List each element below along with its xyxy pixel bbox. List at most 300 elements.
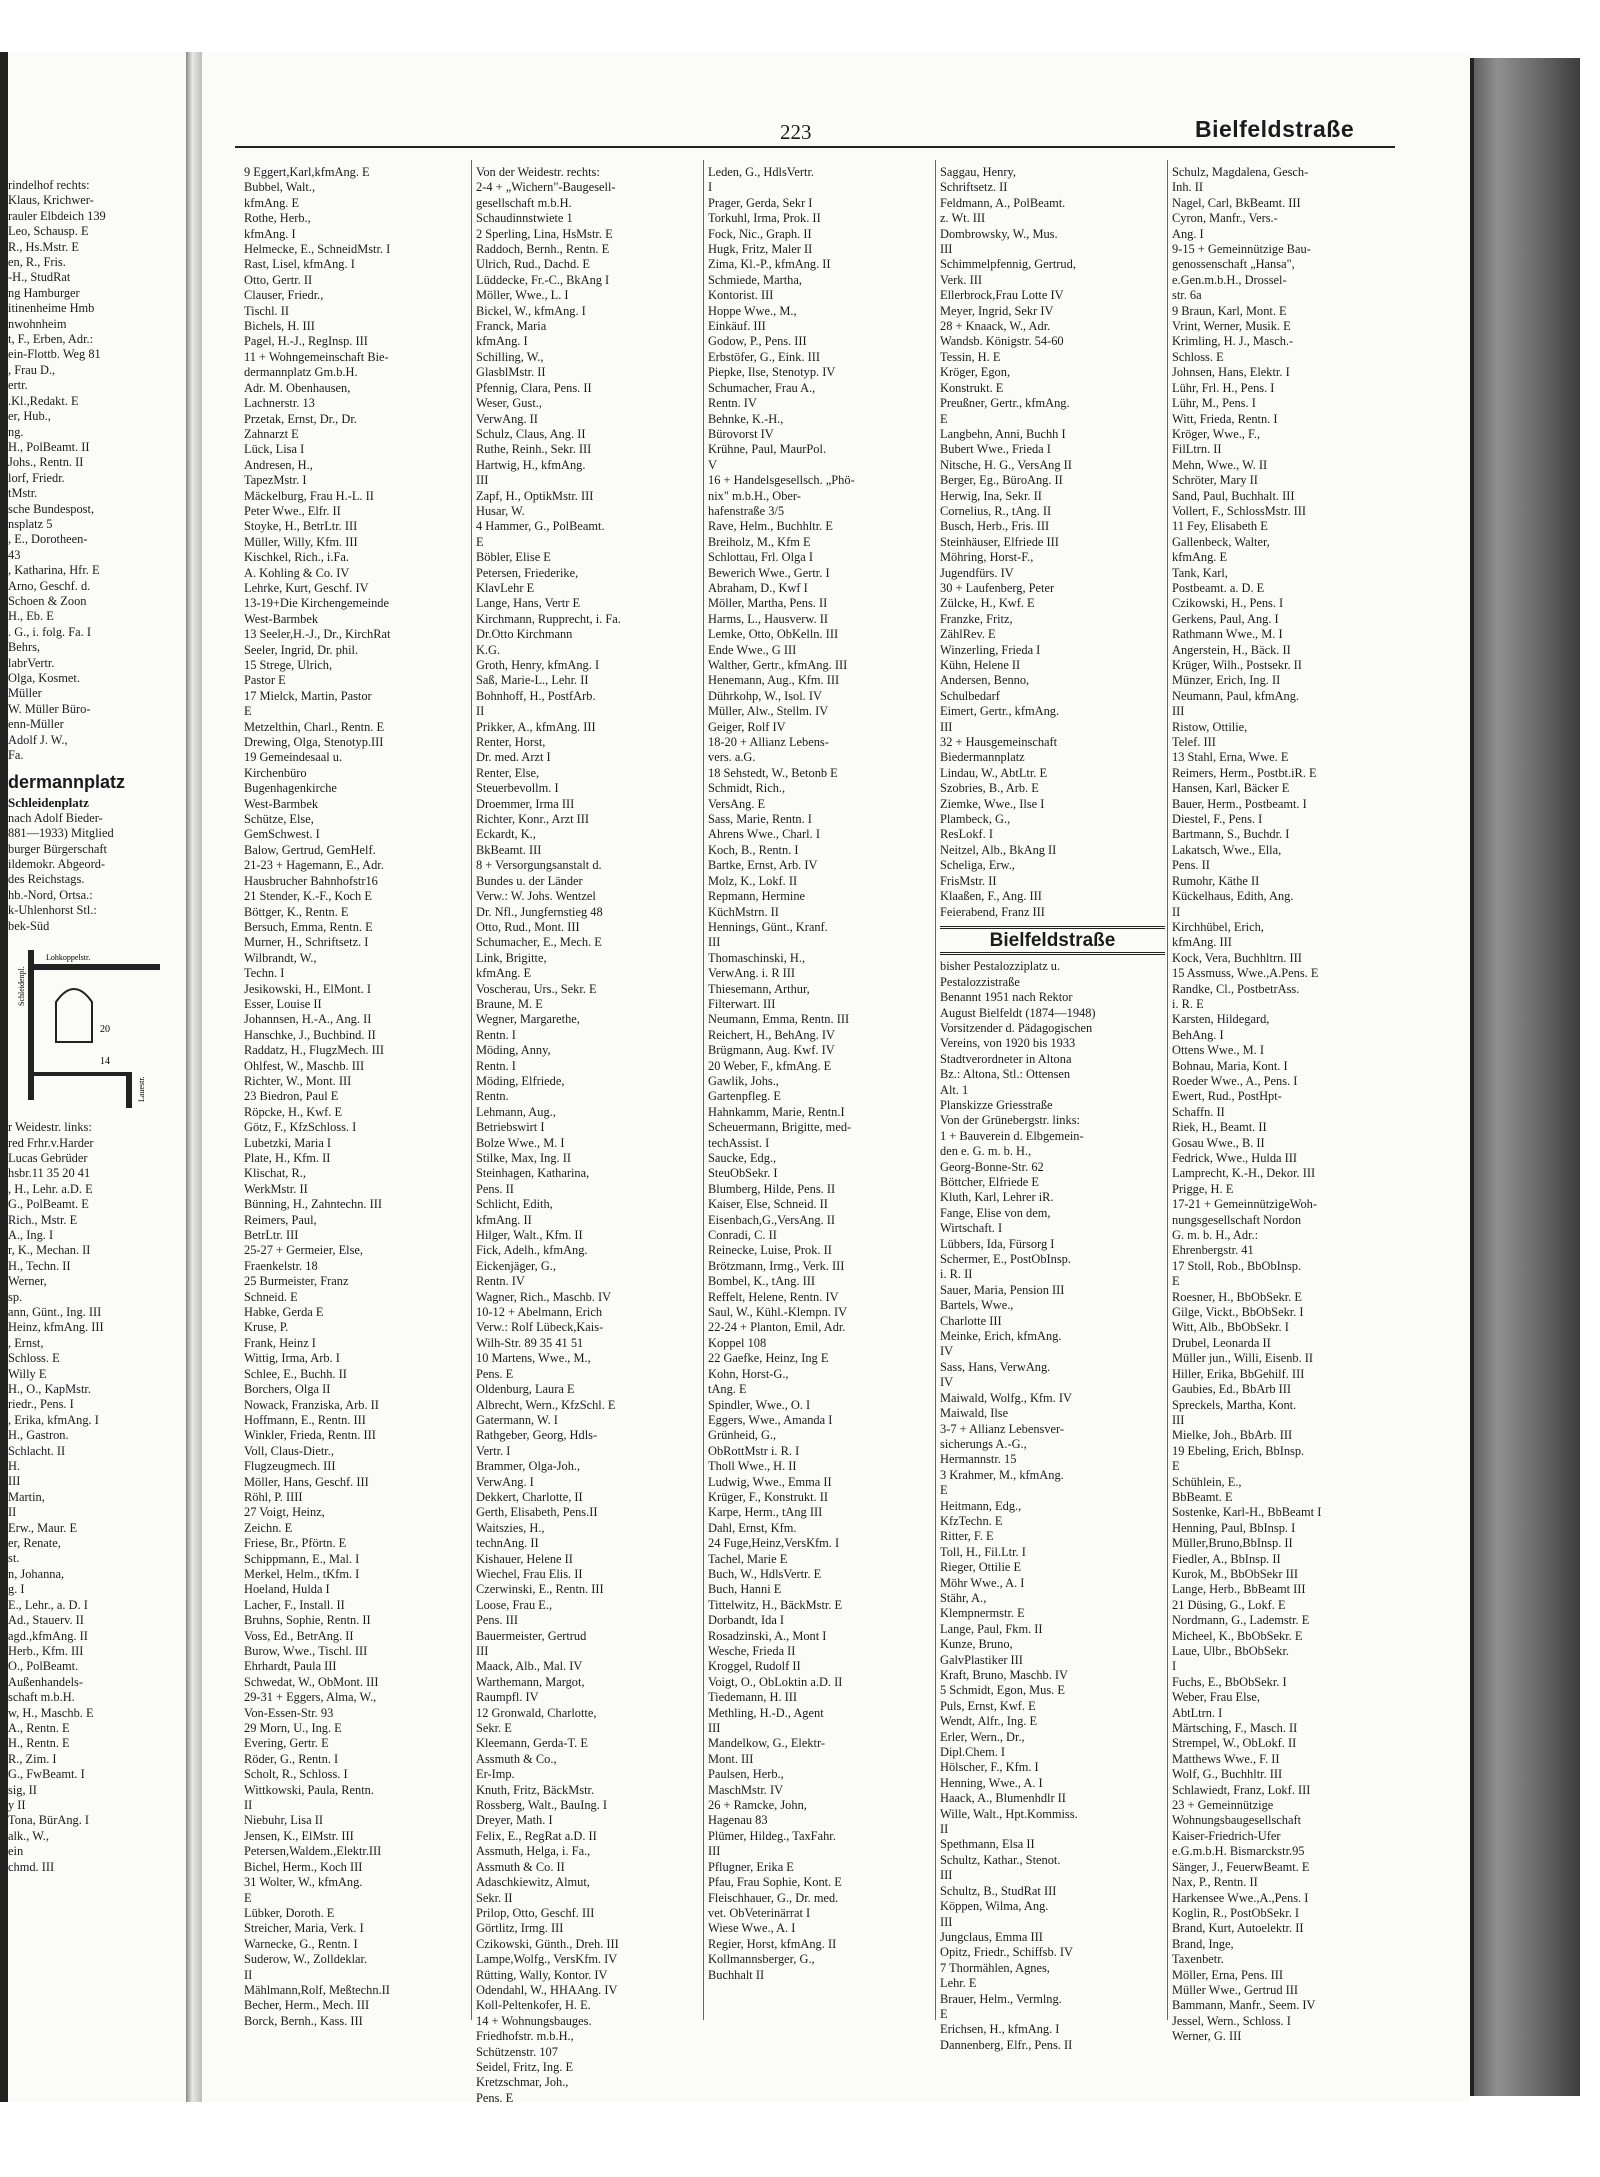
directory-entry: Planskizze Griesstraße (940, 1097, 1053, 1112)
directory-entry: 18 Sehstedt, W., Betonb E (708, 765, 838, 780)
directory-entry: Lehmann, Aug., (476, 1104, 556, 1119)
directory-entry: Berger, Eg., BüroAng. II (940, 473, 1063, 488)
directory-entry: Schwedat, W., ObMont. III (244, 1674, 379, 1689)
directory-entry: Friedhofstr. m.b.H., (476, 2029, 574, 2044)
directory-entry: alk., W., (8, 1828, 49, 1843)
directory-entry: Schneid. E (244, 1289, 298, 1304)
directory-entry: Jessel, Wern., Schloss. I (1172, 2013, 1291, 2028)
map-road-left (28, 950, 34, 1100)
directory-entry: ann, Günt., Ing. III (8, 1304, 102, 1319)
directory-entry: 16 + Handelsgesellsch. „Phö- (708, 473, 855, 488)
directory-entry: Steinhäuser, Elfriede III (940, 534, 1059, 549)
directory-entry: Vollert, F., SchlossMstr. III (1172, 503, 1307, 518)
directory-entry: Nagel, Carl, BkBeamt. III (1172, 195, 1301, 210)
directory-entry: Rieger, Ottilie E (940, 1560, 1022, 1575)
directory-entry: Weser, Gust., (476, 396, 542, 411)
directory-entry: Möller, Erna, Pens. III (1172, 1967, 1283, 1982)
directory-entry: Sauer, Maria, Pension III (940, 1282, 1065, 1297)
directory-entry: Tittelwitz, H., BäckMstr. E (708, 1597, 843, 1612)
directory-entry: Bewerich Wwe., Gertr. I (708, 565, 830, 580)
directory-entry: Gilge, Vickt., BbObSekr. I (1172, 1305, 1304, 1320)
directory-entry: I (708, 180, 713, 195)
directory-entry: Schützenstr. 107 (476, 2044, 558, 2059)
directory-entry: ein (8, 1844, 24, 1859)
directory-entry: Kluth, Karl, Lehrer iR. (940, 1190, 1054, 1205)
directory-entry: 29 Morn, U., Ing. E (244, 1721, 342, 1736)
left-street-subheading: Schleidenplatz (8, 795, 89, 811)
directory-entry: Schütze, Else, (244, 812, 314, 827)
directory-entry: A. Kohling & Co. IV (244, 565, 350, 580)
directory-entry: Köppen, Wilma, Ang. (940, 1899, 1049, 1914)
directory-entry: 10 Martens, Wwe., M., (476, 1351, 591, 1366)
directory-entry: kfmAng. E (244, 195, 300, 210)
book-edge-left (0, 52, 8, 2102)
directory-entry: Willy E (8, 1366, 47, 1381)
directory-entry: Zahnarzt E (244, 426, 299, 441)
directory-entry: II (8, 1505, 17, 1520)
directory-entry: Dekkert, Charlotte, II (476, 1489, 583, 1504)
directory-entry: 2-4 + „Wichern"-Baugesell- (476, 180, 616, 195)
directory-entry: Helmecke, E., SchneidMstr. I (244, 242, 391, 257)
directory-entry: August Bielfeldt (1874—1948) (940, 1005, 1096, 1020)
directory-entry: Spindler, Wwe., O. I (708, 1397, 811, 1412)
directory-entry: Bohnhoff, H., PostfArb. (476, 688, 596, 703)
directory-entry: Seeler, Ingrid, Dr. phil. (244, 642, 359, 657)
directory-entry: Molz, K., Lokf. II (708, 873, 798, 888)
directory-entry: Drewing, Olga, Stenotyp.III (244, 735, 384, 750)
directory-entry: Verw.: Rolf Lübeck,Kais- (476, 1320, 604, 1335)
directory-entry: Scheuermann, Brigitte, med- (708, 1120, 852, 1135)
directory-entry: st. (8, 1551, 20, 1566)
directory-entry: hsbr.11 35 20 41 (8, 1166, 91, 1181)
directory-entry: Kohn, Horst-G., (708, 1366, 789, 1381)
directory-entry: E (1172, 1459, 1180, 1474)
directory-entry: Plambeck, G., (940, 812, 1011, 827)
directory-entry: Jungclaus, Emma III (940, 1929, 1043, 1944)
directory-entry: H., O., KapMstr. (8, 1382, 91, 1396)
directory-entry: nungsgesellschaft Nordon (1172, 1212, 1302, 1227)
directory-entry: Peter Wwe., Elfr. II (244, 503, 341, 518)
directory-entry: Lange, Herb., BbBeamt III (1172, 1582, 1306, 1597)
directory-entry: Er-Imp. (476, 1767, 515, 1782)
directory-entry: Koll-Peltenkofer, H. E. (476, 1998, 591, 2013)
directory-entry: Dannenberg, Elfr., Pens. II (940, 2037, 1073, 2052)
directory-entry: 25-27 + Germeier, Else, (244, 1243, 363, 1258)
directory-entry: 32 + Hausgemeinschaft (940, 735, 1058, 750)
directory-entry: Götz, F., KfzSchloss. I (244, 1120, 357, 1135)
directory-entry: Piepke, Ilse, Stenotyp. IV (708, 365, 836, 380)
directory-entry: Thiesemann, Arthur, (708, 981, 810, 996)
directory-entry: Schlottau, Frl. Olga I (708, 550, 813, 565)
directory-entry: Martin, (8, 1489, 45, 1504)
directory-entry: sche Bundespost, (8, 501, 95, 516)
directory-entry: 21-23 + Hagemann, E., Adr. (244, 858, 384, 873)
directory-entry: Bz.: Altona, Stl.: Ottensen (940, 1067, 1071, 1082)
directory-entry: Eickenjäger, G., (476, 1258, 557, 1273)
directory-entry: Pens. II (1172, 858, 1210, 873)
directory-entry: Klaus, Krichwer- (8, 193, 94, 208)
directory-entry: 9 Braun, Karl, Mont. E (1172, 303, 1287, 318)
directory-entry: Mäckelburg, Frau H.-L. II (244, 488, 374, 503)
directory-entry: Adaschkiewitz, Almut, (476, 1875, 590, 1890)
directory-entry: Kröger, Wwe., F., (1172, 426, 1261, 441)
directory-entry: Schaudinnstwiete 1 (476, 211, 573, 226)
directory-entry: Dorbandt, Ida I (708, 1613, 785, 1628)
directory-entry: Ehrhardt, Paula III (244, 1659, 337, 1674)
directory-entry: Esser, Louise II (244, 996, 322, 1011)
directory-entry: Buch, Hanni E (708, 1582, 782, 1597)
directory-column-1 (244, 165, 469, 2029)
directory-entry: Opitz, Friedr., Schiffsb. IV (940, 1945, 1073, 1960)
directory-entry: Suderow, W., Zolldeklar. (244, 1952, 368, 1967)
directory-entry: VerwAng. I (476, 1474, 534, 1489)
directory-entry: Möller, Hans, Geschf. III (244, 1474, 369, 1489)
directory-entry: 13 Stahl, Erna, Wwe. E (1172, 750, 1289, 765)
directory-entry: Werner, (8, 1274, 47, 1289)
map-number-b: 14 (100, 1056, 110, 1068)
directory-entry: burger Bürgerschaft (8, 841, 107, 856)
directory-entry: Feldmann, A., PolBeamt. (940, 195, 1066, 210)
directory-entry: Pens. E (476, 1366, 514, 1381)
directory-entry: 1 + Bauverein d. Elbgemein- (940, 1128, 1084, 1143)
directory-entry: Walther, Gertr., kfmAng. III (708, 658, 848, 672)
directory-entry: Laue, Ulbr., BbObSekr. (1172, 1644, 1290, 1658)
directory-entry: Bersuch, Emma, Rentn. E (244, 919, 373, 934)
header-rule (235, 146, 1395, 148)
directory-entry: sicherungs A.-G., (940, 1436, 1027, 1451)
directory-entry: V (708, 457, 717, 472)
directory-entry: Metzelthin, Charl., Rentn. E (244, 719, 385, 734)
map-road-mid (34, 1072, 132, 1076)
directory-entry: Saggau, Henry, (940, 165, 1016, 179)
directory-entry: Schmidt, Rich., (708, 781, 786, 796)
directory-entry: chmd. III (8, 1859, 55, 1874)
directory-entry: Eggers, Wwe., Amanda I (708, 1412, 833, 1427)
directory-entry: SteuObSekr. I (708, 1166, 778, 1181)
directory-entry: 11 + Wohngemeinschaft Bie- (244, 349, 389, 364)
directory-entry: Märtsching, F., Masch. II (1172, 1721, 1298, 1736)
directory-entry: Gatermann, W. I (476, 1412, 558, 1427)
directory-entry: VerwAng. i. R III (708, 966, 796, 981)
directory-entry: vers. a.G. (708, 750, 756, 765)
directory-entry: Lehrke, Kurt, Geschf. IV (244, 580, 369, 595)
directory-entry: Ehrenbergstr. 41 (1172, 1243, 1254, 1258)
directory-entry: Müller jun., Willi, Eisenb. II (1172, 1351, 1314, 1366)
directory-entry: Schlawiedt, Franz, Lokf. III (1172, 1782, 1311, 1797)
directory-entry: Fiedler, A., BbInsp. II (1172, 1551, 1281, 1566)
directory-entry: Pfennig, Clara, Pens. II (476, 380, 592, 395)
directory-entry: Mielke, Joh., BbArb. III (1172, 1428, 1293, 1443)
directory-entry: Ahrens Wwe., Charl. I (708, 827, 820, 842)
directory-entry: I (1172, 1659, 1177, 1674)
directory-entry: hb.-Nord, Ortsa.: (8, 887, 93, 902)
directory-entry: Bombel, K., tAng. III (708, 1274, 816, 1289)
directory-entry: Johannsen, H.-A., Ang. II (244, 1012, 372, 1027)
directory-entry: Schultz, Kathar., Stenot. (940, 1852, 1061, 1867)
directory-entry: III (940, 1868, 953, 1883)
directory-entry: Loose, Frau E., (476, 1597, 553, 1612)
directory-entry: Henning, Paul, BbInsp. I (1172, 1520, 1296, 1535)
directory-entry: Bickel, W., kfmAng. I (476, 303, 586, 318)
directory-entry: Lindau, W., AbtLtr. E (940, 765, 1048, 780)
directory-entry: Lemke, Otto, ObKelln. III (708, 627, 839, 642)
directory-entry: , Katharina, Hfr. E (8, 563, 100, 578)
column-4-entries-after (940, 1129, 1165, 2053)
directory-entry: Lübbers, Ida, Fürsorg I (940, 1236, 1055, 1251)
directory-entry: 22 Gaefke, Heinz, Ing E (708, 1351, 829, 1366)
directory-column-5 (1172, 165, 1397, 2045)
directory-entry: Fleischhauer, G., Dr. med. (708, 1890, 839, 1905)
directory-entry: Vrint, Werner, Musik. E (1172, 319, 1291, 334)
directory-entry: Werner, G. III (1172, 2029, 1242, 2044)
directory-entry: Schühlein, E., (1172, 1474, 1242, 1489)
directory-entry: A., Ing. I (8, 1227, 54, 1242)
directory-entry: Maack, Alb., Mal. IV (476, 1659, 583, 1674)
directory-entry: Pestalozzistraße (940, 974, 1020, 989)
directory-entry: Rathmann Wwe., M. I (1172, 627, 1283, 642)
directory-entry: Gawlik, Johs., (708, 1073, 779, 1088)
directory-entry: 23 + Gemeinnützige (1172, 1798, 1274, 1813)
directory-entry: Langbehn, Anni, Buchh I (940, 426, 1066, 441)
directory-entry: Bürovorst IV (708, 426, 774, 441)
directory-entry: n, Johanna, (8, 1566, 65, 1581)
directory-entry: Hoeland, Hulda I (244, 1582, 330, 1597)
directory-entry: III (1172, 1412, 1185, 1427)
directory-entry: Randke, Cl., PostbetrAss. (1172, 981, 1300, 996)
directory-entry: Schaffn. II (1172, 1104, 1225, 1119)
directory-entry: Böttger, K., Rentn. E (244, 904, 349, 919)
directory-entry: Gartenpfleg. E (708, 1089, 781, 1104)
directory-entry: en, R., Fris. (8, 255, 66, 270)
directory-entry: Brand, Inge, (1172, 1936, 1234, 1951)
directory-entry: G., FwBeamt. I (8, 1767, 85, 1782)
directory-entry: technAng. II (476, 1536, 539, 1551)
directory-entry: Grünheid, G., (708, 1428, 777, 1443)
directory-entry: ng. (8, 424, 24, 439)
directory-entry: Fange, Elise von dem, (940, 1205, 1051, 1220)
directory-entry: Wittig, Irma, Arb. I (244, 1351, 340, 1366)
directory-entry: Saß, Marie-L., Lehr. II (476, 673, 589, 688)
directory-entry: Gosau Wwe., B. II (1172, 1135, 1265, 1150)
directory-entry: Harms, L., Hausverw. II (708, 611, 828, 626)
column-separator-3 (935, 160, 936, 2020)
directory-entry: nach Adolf Bieder- (8, 810, 103, 825)
directory-entry: Heinz, kfmAng. III (8, 1320, 104, 1335)
directory-entry: Bichels, H. III (244, 319, 315, 334)
directory-entry: Wilbrandt, W., (244, 950, 317, 965)
directory-entry: Scheliga, Erw., (940, 858, 1015, 873)
directory-entry: Schlee, E., Buchh. II (244, 1366, 347, 1381)
directory-entry: Sostenke, Karl-H., BbBeamt I (1172, 1505, 1322, 1520)
directory-entry: Bolze Wwe., M. I (476, 1135, 565, 1150)
directory-entry: Link, Brigitte, (476, 950, 547, 965)
directory-entry: Assmuth, Helga, i. Fa., (476, 1844, 591, 1859)
directory-entry: III (1172, 704, 1185, 719)
directory-entry: Rave, Helm., Buchhltr. E (708, 519, 833, 534)
directory-entry: Gerth, Elisabeth, Pens.II (476, 1505, 598, 1520)
directory-entry: Paulsen, Herb., (708, 1767, 784, 1782)
directory-entry: Lehr. E (940, 1976, 977, 1991)
directory-entry: Niebuhr, Lisa II (244, 1813, 323, 1828)
directory-entry: Betriebswirt I (476, 1120, 545, 1135)
directory-entry: Kollmannsberger, G., (708, 1952, 815, 1967)
directory-entry: Haack, A., Blumenhdlr II (940, 1791, 1066, 1806)
directory-entry: dermannplatz Gm.b.H. (244, 365, 358, 380)
directory-entry: 29-31 + Eggers, Alma, W., (244, 1690, 377, 1705)
directory-entry: Rentn. IV (708, 396, 757, 411)
directory-entry: Prager, Gerda, Sekr I (708, 195, 813, 210)
directory-entry: G. m. b. H., Adr.: (1172, 1228, 1259, 1243)
directory-entry: Benannt 1951 nach Rektor (940, 990, 1073, 1005)
directory-entry: Buch, W., HdlsVertr. E (708, 1566, 822, 1581)
directory-entry: Kleemann, Gerda-T. E (476, 1736, 588, 1751)
directory-entry: Brand, Kurt, Autoelektr. II (1172, 1921, 1304, 1936)
directory-entry: Braune, M. E (476, 996, 543, 1011)
directory-entry: Lück, Lisa I (244, 442, 305, 457)
directory-entry: Voscherau, Urs., Sekr. E (476, 981, 597, 996)
directory-entry: H., Rentn. E (8, 1736, 70, 1751)
directory-entry: Franck, Maria (476, 319, 547, 334)
directory-entry: Schulbedarf (940, 688, 1000, 703)
directory-entry: Tank, Karl, (1172, 565, 1228, 580)
directory-entry: Dahl, Ernst, Kfm. (708, 1520, 797, 1535)
directory-entry: agd.,kfmAng. II (8, 1628, 88, 1643)
directory-entry: Olga, Kosmet. (8, 671, 80, 685)
directory-entry: Tessin, H. E (940, 349, 1001, 364)
directory-entry: Gaubies, Ed., BbArb III (1172, 1382, 1292, 1397)
directory-entry: Görtlitz, Irmg. III (476, 1921, 564, 1936)
directory-entry: 11 Fey, Elisabeth E (1172, 519, 1268, 534)
map-label-street-c: Lauestr. (137, 1076, 146, 1103)
directory-entry: Tona, BürAng. I (8, 1813, 90, 1828)
directory-entry: Merkel, Helm., tKfm. I (244, 1566, 360, 1581)
directory-entry: bek-Süd (8, 918, 50, 933)
directory-entry: Dr.Otto Kirchmann (476, 627, 573, 642)
column-separator-1 (471, 160, 472, 2020)
directory-entry: Möller, Wwe., L. I (476, 288, 569, 303)
directory-entry: Müller, Willy, Kfm. III (244, 534, 358, 549)
directory-entry: vet. ObVeterinärrat I (708, 1905, 811, 1920)
directory-entry: Verw.: W. Johs. Wentzel (476, 889, 596, 904)
directory-entry: Dr. Nfl., Jungfernstieg 48 (476, 904, 603, 919)
directory-entry: Kishauer, Helene II (476, 1551, 573, 1566)
directory-entry: Schlacht. II (8, 1443, 66, 1458)
directory-entry: Erichsen, H., kfmAng. I (940, 2022, 1060, 2037)
directory-entry: riedr., Pens. I (8, 1397, 74, 1412)
directory-entry: Stadtverordneter in Altona (940, 1051, 1072, 1066)
directory-entry: Klischat, R., (244, 1166, 306, 1181)
directory-entry: Habke, Gerda E (244, 1305, 324, 1320)
directory-entry: Ad., Stauerv. II (8, 1613, 84, 1628)
directory-entry: III (8, 1474, 21, 1489)
directory-entry: Sand, Paul, Buchhalt. III (1172, 488, 1295, 503)
directory-entry: Neitzel, Alb., BkAng II (940, 842, 1057, 857)
directory-entry: Reffelt, Helene, Rentn. IV (708, 1289, 839, 1304)
directory-entry: E (244, 704, 252, 719)
directory-entry: Dreyer, Math. I (476, 1813, 553, 1828)
directory-entry: Karsten, Hildegard, (1172, 1012, 1270, 1027)
directory-entry: Micheel, K., BbObSekr. E (1172, 1628, 1303, 1643)
directory-entry: Murner, H., Schriftsetz. I (244, 935, 369, 950)
directory-entry: FrisMstr. II (940, 873, 997, 888)
directory-entry: Kroggel, Rudolf II (708, 1659, 801, 1674)
directory-entry: Möding, Elfriede, (476, 1073, 565, 1088)
directory-entry: Knuth, Fritz, BäckMstr. (476, 1782, 595, 1797)
map-road-bottom (126, 1072, 132, 1108)
directory-entry: Czikowski, H., Pens. I (1172, 596, 1284, 611)
map-label-street-b: Lohkoppelstr. (46, 953, 91, 963)
directory-entry: Cornelius, R., tAng. II (940, 503, 1052, 518)
directory-entry: Lucas Gebrüder (8, 1150, 88, 1165)
map-label-street-a: Schleidenpl. (17, 966, 26, 1007)
directory-entry: GlasblMstr. II (476, 365, 546, 380)
directory-entry: II (244, 1967, 253, 1982)
directory-entry: Henning, Wwe., A. I (940, 1775, 1043, 1790)
directory-entry: II (1172, 904, 1181, 919)
directory-entry: Sänger, J., FeuerwBeamt. E (1172, 1859, 1310, 1874)
directory-entry: Kühn, Helene II (940, 658, 1021, 672)
directory-entry: Hölscher, F., Kfm. I (940, 1760, 1039, 1775)
directory-entry: Husar, W. (476, 503, 525, 518)
directory-entry: Franzke, Fritz, (940, 611, 1013, 626)
directory-entry: Bichel, Herm., Koch III (244, 1859, 363, 1874)
directory-entry: Lüddecke, Fr.-C., BkAng I (476, 272, 610, 287)
directory-entry: Renter, Horst, (476, 735, 546, 750)
directory-entry: nsplatz 5 (8, 516, 53, 531)
directory-entry: A., Rentn. E (8, 1720, 70, 1735)
directory-entry: Klempnermstr. E (940, 1606, 1025, 1621)
directory-entry: Mählmann,Rolf, Meßtechn.II (244, 1982, 390, 1997)
directory-entry: Hennings, Günt., Kranf. (708, 919, 828, 934)
directory-entry: Bugenhagenkirche (244, 781, 337, 796)
directory-entry: Nitsche, H. G., VersAng II (940, 457, 1072, 472)
directory-entry: Erw., Maur. E (8, 1520, 78, 1535)
directory-entry: Lubetzki, Maria I (244, 1135, 332, 1150)
directory-entry: Witt, Frieda, Rentn. I (1172, 411, 1278, 426)
page-number: 223 (780, 120, 812, 144)
directory-entry: Balow, Gertrud, GemHelf. (244, 842, 376, 857)
directory-entry: Behnke, K.-H., (708, 411, 784, 426)
directory-entry: E (940, 1483, 948, 1498)
directory-entry: Harkensee Wwe.,A.,Pens. I (1172, 1890, 1309, 1905)
directory-entry: Reimers, Paul, (244, 1212, 317, 1227)
directory-entry: Borck, Bernh., Kass. III (244, 2013, 363, 2028)
directory-entry: Müller (8, 686, 42, 701)
directory-entry: Evering, Gertr. E (244, 1736, 329, 1751)
directory-entry: Schloss. E (1172, 349, 1224, 364)
directory-entry: Czerwinski, E., Rentn. III (476, 1582, 604, 1597)
directory-entry: 881—1933) Mitglied (8, 826, 114, 841)
directory-entry: Jensen, K., ElMstr. III (244, 1828, 354, 1843)
directory-entry: Strempel, W., ObLokf. II (1172, 1736, 1297, 1751)
directory-entry: Bundes u. der Länder (476, 873, 583, 888)
directory-entry: Hagenau 83 (708, 1813, 768, 1828)
directory-entry: 7 Thormählen, Agnes, (940, 1960, 1050, 1975)
directory-entry: Kaiser, Else, Schneid. II (708, 1197, 828, 1212)
directory-entry: 43 (8, 547, 21, 562)
directory-entry: Streicher, Maria, Verk. I (244, 1921, 364, 1936)
directory-entry: Adr. M. Obenhausen, (244, 380, 351, 395)
directory-entry: IV (940, 1344, 954, 1359)
directory-entry: Rathgeber, Georg, Hdls- (476, 1428, 598, 1443)
directory-entry: Bammann, Manfr., Seem. IV (1172, 1998, 1316, 2013)
directory-entry: Zeichn. E (244, 1520, 293, 1535)
directory-entry: Regier, Horst, kfmAng. II (708, 1936, 837, 1951)
directory-entry: Ulrich, Rud., Dachd. E (476, 257, 590, 272)
directory-entry: Heitmann, Edg., (940, 1498, 1022, 1513)
directory-entry: Brügmann, Aug. Kwf. IV (708, 1043, 835, 1058)
directory-entry: kfmAng. II (476, 1212, 532, 1227)
